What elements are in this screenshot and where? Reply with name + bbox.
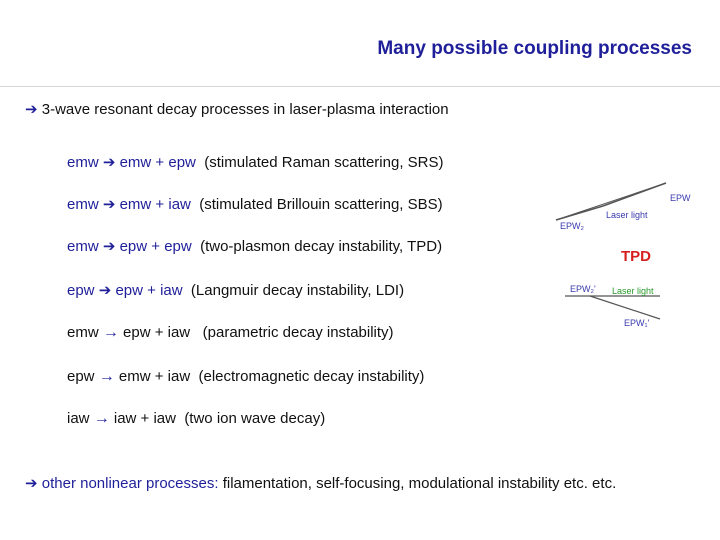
process-rhs: iaw + iaw bbox=[113, 410, 176, 427]
right-arrow-icon: ➔ bbox=[25, 101, 38, 118]
right-arrow-icon: ➔ bbox=[102, 154, 116, 171]
laser-light-label: Laser light bbox=[612, 286, 654, 296]
process-rhs: epw + iaw bbox=[115, 282, 183, 299]
process-item-tiwd bbox=[67, 410, 325, 428]
process-lhs: epw bbox=[67, 282, 95, 299]
epw1-vector bbox=[590, 296, 660, 319]
right-arrow-icon: → bbox=[93, 410, 110, 427]
right-arrow-icon: ➔ bbox=[102, 238, 116, 255]
process-rhs: epw + iaw bbox=[123, 324, 191, 341]
process-description: (parametric decay instability) bbox=[202, 324, 394, 341]
process-rhs: epw + epw bbox=[119, 238, 192, 255]
right-arrow-icon: → bbox=[102, 324, 119, 341]
footer-line bbox=[25, 474, 616, 492]
tpd-vector-diagram-bottom bbox=[560, 274, 680, 334]
epw2-label: EPW₂ bbox=[560, 221, 584, 231]
process-lhs: emw bbox=[67, 324, 99, 341]
process-lhs: emw bbox=[67, 154, 99, 171]
slide-title: Many possible coupling processes bbox=[377, 38, 692, 59]
process-rhs: emw + epw bbox=[119, 154, 196, 171]
tpd-vector-diagram-top bbox=[548, 180, 708, 235]
intro-text: 3-wave resonant decay processes in laser-plasma interaction bbox=[41, 101, 449, 118]
process-description: (two ion wave decay) bbox=[184, 410, 326, 427]
process-rhs: emw + iaw bbox=[118, 368, 191, 385]
epw2-prime-label: EPW₂' bbox=[570, 284, 596, 294]
process-description: (electromagnetic decay instability) bbox=[198, 368, 425, 385]
process-item-pdi bbox=[67, 324, 394, 342]
tpd-label: TPD bbox=[621, 248, 651, 265]
process-description: (stimulated Brillouin scattering, SBS) bbox=[199, 196, 443, 213]
right-arrow-icon: → bbox=[98, 368, 115, 385]
process-description: (Langmuir decay instability, LDI) bbox=[190, 282, 405, 299]
other-processes-text: filamentation, self-focusing, modulational instability etc. etc. bbox=[222, 475, 617, 492]
intro-line bbox=[25, 100, 449, 118]
process-item-edi bbox=[67, 368, 424, 386]
process-rhs: emw + iaw bbox=[119, 196, 191, 213]
epw-label: EPW bbox=[670, 193, 691, 203]
process-lhs: emw bbox=[67, 196, 99, 213]
title-divider bbox=[0, 86, 720, 87]
process-lhs: emw bbox=[67, 238, 99, 255]
right-arrow-icon: ➔ bbox=[25, 475, 38, 492]
process-item-sbs bbox=[67, 195, 443, 213]
laser-light-label: Laser light bbox=[606, 210, 648, 220]
process-item-ldi bbox=[67, 281, 404, 299]
process-description: (two-plasmon decay instability, TPD) bbox=[200, 238, 443, 255]
process-item-srs bbox=[67, 153, 444, 171]
other-processes-label: other nonlinear processes: bbox=[41, 475, 219, 492]
right-arrow-icon: ➔ bbox=[102, 196, 116, 213]
process-lhs: iaw bbox=[67, 410, 90, 427]
process-lhs: epw bbox=[67, 368, 95, 385]
epw1-prime-label: EPW₁' bbox=[624, 318, 650, 328]
process-item-tpd bbox=[67, 237, 442, 255]
process-description: (stimulated Raman scattering, SRS) bbox=[204, 154, 444, 171]
right-arrow-icon: ➔ bbox=[98, 282, 112, 299]
